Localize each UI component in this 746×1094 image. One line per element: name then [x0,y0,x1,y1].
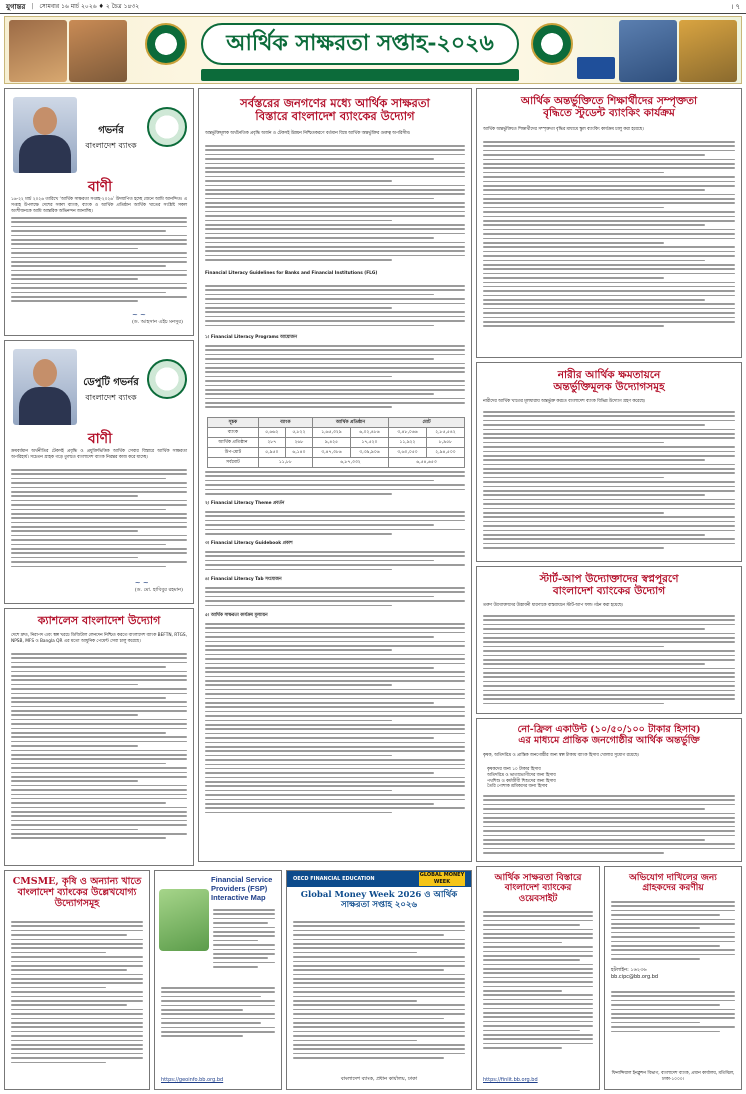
finlit-website-article [476,866,600,1090]
cmsme-article [4,870,150,1090]
section-theme: ২। Financial Literacy Theme প্রবর্তন [205,501,285,506]
fsp-map-article [154,870,282,1090]
student-banking-body [483,141,735,330]
table-cell: ৩,৪৭,৩৮৬ [313,448,351,458]
bangladesh-bank-seal-icon [145,23,187,65]
list-item: অতিদরিদ্র ও ভাতাভোগীদের জন্য হিসাব [487,772,556,778]
issue-date: সোমবার ১৬ মার্চ ২০২৬ ♦ ২ চৈত্র ১৪৩২ [39,3,140,10]
section-guidebook: ৩। Financial Literacy Guidebook প্রকাশ [205,541,293,546]
table-cell: ১১,৮৮ [258,458,312,468]
table-row [208,448,465,458]
bangladesh-map-icon [159,889,209,951]
fsp-heading [211,875,277,902]
finlit-body [483,911,593,1052]
women-heading [477,369,741,393]
complaint-body [611,901,735,962]
governor-title: গভর্নর [98,125,124,136]
table-cell: ৬,০২,৪৮৬ [350,428,388,438]
complaint-hotline: হটলাইন: ১৬২৩৬ [611,967,647,973]
table-cell: ব্যাংক [208,428,259,438]
no-frill-body [483,795,735,856]
governor-message-intro: ১৬-২২ মার্চ ২০২৬ তারিখে ‘আর্থিক সাক্ষরতা সপ্তাহ-২০২৬’ উদযাপিত হচ্ছে জেনে আমি আনন্দিত। এ সপ্তাহ উপলক্ষে দেশের সকল ব্যাংক, ব্যাংক ও আর্থিক প্রতিষ্ঠান আর্থিক খাতের সংশ্লিষ্ট সকল অংশীজনকে আমি আন্তরিক অভিনন্দন জানাচ্ছি। [11,197,187,214]
complaint-heading [605,873,741,894]
startup-body [483,615,735,707]
table-cell: উপ-মোট [208,448,259,458]
programs-body-cont [205,471,465,497]
banner-title: আর্থিক সাক্ষরতা সপ্তাহ-২০২৬ [226,29,494,56]
table-cell: ২৬৮ [285,438,312,448]
global-money-week-logo: GLOBAL MONEY WEEK [419,872,465,885]
table-cell: ৩,৩৯,৯০৬ [350,448,388,458]
program-statistics-table [207,417,465,468]
cmsme-body [11,921,143,1066]
heading-line: আর্থিক সাক্ষরতা বিস্তারে [494,873,582,883]
table-cell: ২৮৭ [258,438,285,448]
governor-message [4,88,194,336]
heading-line: নারীর আর্থিক ক্ষমতায়নে [557,369,661,381]
heading-line: বাংলাদেশ ব্যাংকের [504,883,572,894]
women-empowerment-article [476,362,742,562]
table-cell: ৩,৬০,০৫০ [388,448,426,458]
table-cell: ২,৯৪,৫০০ [426,448,464,458]
student-banking-intro: আর্থিক অন্তর্ভুক্তিতে শিক্ষার্থীদের সম্পৃক্ততা বৃদ্ধির মাধ্যমে স্কুল ব্যাংকিং কার্যক্রম চালু করা হয়েছে। [483,127,644,132]
bangladesh-bank-seal-icon [531,23,573,65]
finlit-link[interactable]: https://finlit.bb.org.bd [483,1077,538,1083]
tab-body [205,587,465,609]
gmw-footer: বাংলাদেশ ব্যাংক, প্রধান কার্যালয়, ঢাকা [340,1076,418,1082]
heading-line: অন্তর্ভুক্তিমূলক উদ্যোগসমূহ [553,381,665,394]
cashless-body [11,653,187,842]
section-programs: ১। Financial Literacy Programs আয়োজন [205,335,297,340]
week-banner [4,16,742,84]
table-cell: সর্বমোট [208,458,259,468]
oecd-logo: OECD FINANCIAL EDUCATION [293,876,375,882]
table-cell: ৮,৯৫৮ [426,438,464,448]
banner-photo [9,20,67,82]
fsp-body-cont [161,987,275,1040]
banner-photo [679,20,737,82]
heading-line: অভিযোগ দাখিলের জন্য [629,873,717,883]
guidebook-body [205,551,465,573]
complaint-article [604,866,742,1090]
banner-logo [577,57,615,79]
table-cell: ৫,৯৫০ [258,448,285,458]
heading-line: ওয়েবসাইট [518,893,558,904]
list-item: পথশিশু ও কর্মজীবী শিশুদের জন্য হিসাব [487,778,556,784]
page-number: । ৭ [730,2,740,11]
startup-article [476,566,742,714]
programs-body [205,345,465,411]
theme-body [205,511,465,537]
table-cell: ৩,৪৮,০৬৬ [388,428,426,438]
banner-title-frame [201,23,519,65]
deputy-governor-role [75,375,147,405]
table-cell: ১,৬৫,৩২৯ [313,428,351,438]
table-cell: ৯,৪২৫ [313,438,351,448]
list-item: কৃষকদের জন্য ১০ টাকার হিসাব [487,767,541,772]
heading-line: নো-ফ্রিল একাউন্ট (১০/৫০/১০০ টাকার হিসাব) [517,724,701,735]
governor-portrait [13,97,77,173]
women-body [483,411,735,552]
fsp-body [213,909,275,970]
deputy-message-intro: ক্রমবর্ধমান অর্থনীতির টেকসই প্রবৃদ্ধি ও প্রযুক্তিভিত্তিক আর্থিক সেবার বিস্তারে আর্থিক সাক্ষরতা অপরিহার্য। সচেতন গ্রাহক গড়ে তুলতে বাংলাদেশ ব্যাংক নিরন্তর কাজ করে যাচ্ছে। [11,449,187,460]
gmw-heading: Global Money Week 2026 ও আর্থিক সাক্ষরতা সপ্তাহ ২০২৬ [300,890,458,910]
table-cell: ১১,৯২২ [388,438,426,448]
table-cell: ১৭,৫২০ [350,438,388,448]
deputy-message-heading: বাণী [87,431,113,447]
main-article [198,88,472,862]
complaint-body-cont [611,991,735,1035]
fsp-map-link[interactable]: https://geoinfo.bb.org.bd [161,1077,224,1083]
complaint-address: ফিনান্সিয়াল ইনক্লুশন বিভাগ, বাংলাদেশ ব্যাংক, প্রধান কার্যালয়, মতিঝিল, ঢাকা-১০০০। [611,1071,735,1083]
table-row [208,458,465,468]
table-cell: ৬,৮৭,৩৩২ [313,458,389,468]
deputy-message-body [11,469,187,570]
complaint-contact [611,967,735,981]
cashless-heading: ক্যাশলেস বাংলাদেশ উদ্যোগ [37,614,161,627]
no-frill-heading [477,725,741,747]
table-cell: ৫,৬৬২ [258,428,285,438]
heading-line: আর্থিক অন্তর্ভুক্তিতে শিক্ষার্থীদের সম্পৃক্ততা [520,95,698,107]
startup-intro: তরুণ উদ্যোক্তাদের উদ্ভাবনী ধারণাকে বাস্তবায়নে স্টার্ট-আপ ফান্ড গঠন করা হয়েছে। [483,603,624,608]
divider: | [31,3,34,10]
table-header: আর্থিক প্রতিষ্ঠান [313,418,389,428]
guideline-body [205,285,465,329]
complaint-email[interactable]: bb.cipc@bb.org.bd [611,974,659,980]
masthead [0,0,746,14]
section-activity: ৫। আর্থিক সাক্ষরতা কার্যক্রম মূল্যায়ন [205,613,268,618]
cashless-intro: দেশে দ্রুত, নিরাপদ এবং স্বল্প খরচে ডিজিটাল লেনদেন নিশ্চিত করতে বাংলাদেশ ব্যাংক BEFTN, RTGS, NPSB, MFS ও Bangla QR এর মতো আধুনিক পেমেন্ট সেবা চালু করেছে। [11,633,187,644]
heading-line: বৃদ্ধিতে স্টুডেন্ট ব্যাংকিং কার্যক্রম [543,107,675,120]
governor-message-body [11,217,187,305]
table-header: মোট [388,418,464,428]
guideline-title: Financial Literacy Guidelines for Banks and Financial Institutions (FLG) [205,271,378,276]
deputy-signature: ~ ~ (ড. মো. হাবিবুর রহমান) [134,579,183,593]
women-intro: নারীদের আর্থিক খাতের মূলধারায় অন্তর্ভুক্ত করতে বাংলাদেশ ব্যাংক বিভিন্ন উদ্যোগ গ্রহণ করেছে। [483,399,646,404]
cashless-bangladesh-article [4,608,194,866]
heading-line: স্টার্ট-আপ উদ্যোক্তাদের স্বপ্নপূরণে [539,573,679,585]
gmw-body [293,921,465,1062]
banner-photo [619,20,677,82]
table-cell: ২,৮৫,৫৪২ [426,428,464,438]
heading-line: গ্রাহকদের করণীয় [642,883,704,894]
main-heading-line1: সর্বস্তরের জনগণের মধ্যে আর্থিক সাক্ষরতা [240,96,430,110]
bangladesh-bank-seal-icon [147,107,187,147]
heading-line: এর মাধ্যমে প্রান্তিক জনগোষ্ঠীর আর্থিক অন্তর্ভুক্তি [518,734,700,746]
heading-line: Financial Service [211,875,273,884]
banner-photo [69,20,127,82]
section-tab: ৪। Financial Literacy Tab সংযোজন [205,577,282,582]
main-heading-line2: বিস্তারে বাংলাদেশ ব্যাংকের উদ্যোগ [255,109,415,124]
activity-body [205,623,465,816]
deputy-governor-org: বাংলাদেশ ব্যাংক [85,393,137,402]
table-header: ব্যাংক [258,418,312,428]
newspaper-name: যুগান্তর [6,1,26,11]
governor-message-heading: বাণী [87,179,113,195]
table-row [208,438,465,448]
table-cell: আর্থিক প্রতিষ্ঠান [208,438,259,448]
table-cell: ৬,১৪০ [285,448,312,458]
main-article-body [205,145,465,264]
main-article-intro: অন্তর্ভুক্তিমূলক অর্থনৈতিক প্রবৃদ্ধি অর্জন ও টেকসই উন্নয়ন নিশ্চিতকরণে বর্তমান বিশ্বে আর্থিক অন্তর্ভুক্তির গুরুত্ব অপরিসীম। [205,131,411,136]
governor-role [75,123,147,153]
student-banking-article [476,88,742,358]
governor-org: বাংলাদেশ ব্যাংক [85,141,137,150]
no-frill-list [487,767,735,790]
table-cell: ৬,৫৪,৬৫৩ [388,458,464,468]
bangladesh-bank-seal-icon [147,359,187,399]
heading-line: বাংলাদেশ ব্যাংকের উদ্যোগ [552,585,666,598]
banner-strip [201,69,519,81]
student-banking-heading [477,95,741,119]
heading-line: Providers (FSP) [211,884,268,893]
no-frill-account-article [476,718,742,862]
deputy-governor-portrait [13,349,77,425]
table-header: সূচক [208,418,259,428]
deputy-name: (ড. মো. হাবিবুর রহমান) [134,587,183,593]
table-cell: ৫,৮২২ [285,428,312,438]
global-money-week-article [286,870,472,1090]
deputy-governor-title: ডেপুটি গভর্নর [83,377,139,388]
finlit-heading [477,873,599,904]
table-row [208,428,465,438]
startup-heading [477,573,741,597]
no-frill-intro: কৃষক, অতিদরিদ্র ও প্রান্তিক জনগোষ্ঠীর জন্য স্বল্প টাকায় ব্যাংক হিসাব খোলার সুযোগ রয়েছে। [483,753,640,758]
heading-line: Interactive Map [211,893,266,902]
cmsme-heading: CMSME, কৃষি ও অন্যান্য খাতে বাংলাদেশ ব্যাংকের উল্লেখযোগ্য উদ্যোগসমূহ [12,876,142,909]
governor-name: (ড. আহসান এইচ মনসুর) [131,319,183,325]
table-header-row [208,418,465,428]
list-item: তৈরি পোশাক শ্রমিকদের জন্য হিসাব [487,784,548,790]
main-article-heading [199,97,471,123]
governor-signature: ~ ~ (ড. আহসান এইচ মনসুর) [131,311,183,325]
gmw-header-band [287,871,471,887]
deputy-governor-message [4,340,194,604]
